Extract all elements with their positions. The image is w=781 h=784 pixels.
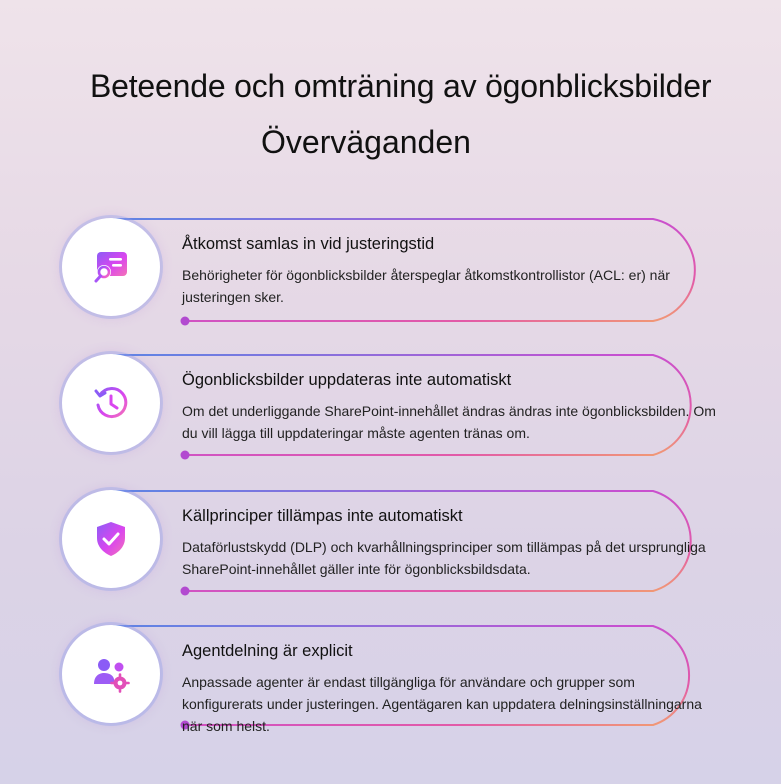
shield-check-icon <box>91 519 131 559</box>
page-title: Beteende och omträning av ögonblicksbilder <box>90 68 712 104</box>
card-title: Åtkomst samlas in vid justeringstid <box>182 235 435 253</box>
access-search-icon <box>91 247 131 287</box>
consideration-card-policies <box>58 486 718 596</box>
connector-dot <box>181 587 190 596</box>
card-title: Källprinciper tillämpas inte automatiskt <box>182 507 463 525</box>
icon-badge <box>62 354 160 452</box>
people-settings-icon <box>91 654 131 694</box>
connector-dot <box>181 317 190 326</box>
icon-badge <box>62 490 160 588</box>
card-title: Ögonblicksbilder uppdateras inte automatiskt <box>182 371 512 389</box>
card-description: Anpassade agenter är endast tillgängliga för användare och grupper som konfigurerats under justeringen. Agentägaren kan uppdatera delningsinställningarna när som helst. <box>182 674 702 734</box>
card-title: Agentdelning är explicit <box>182 642 353 660</box>
history-clock-icon <box>91 383 131 423</box>
icon-badge <box>62 625 160 723</box>
connector-dot <box>181 451 190 460</box>
header <box>0 0 781 200</box>
consideration-card-access <box>58 214 718 324</box>
page-subtitle: Överväganden <box>261 124 471 160</box>
consideration-card-snapshots <box>58 350 718 460</box>
consideration-card-sharing <box>58 621 718 734</box>
card-description: Behörigheter för ögonblicksbilder återspeglar åtkomstkontrollistor (ACL: er) när justeringen sker. <box>182 267 670 305</box>
card-description: Dataförlustskydd (DLP) och kvarhållningsprinciper som tillämpas på det ursprungliga SharePoint-innehållet gäller inte för ögonblicksbildsdata. <box>182 539 706 577</box>
card-description: Om det underliggande SharePoint-innehållet ändras ändras inte ögonblicksbilden. Om du vill lägga till uppdateringar måste agenten tränas om. <box>182 403 716 441</box>
icon-badge <box>62 218 160 316</box>
